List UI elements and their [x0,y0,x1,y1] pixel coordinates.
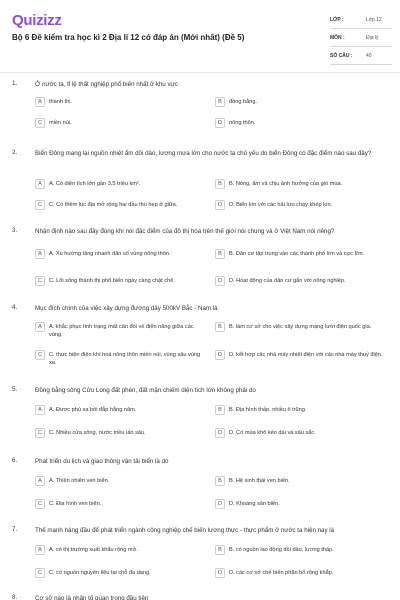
question-text: Đồng bằng sông Cửu Long đất phèn, đất mặn chiếm diện tích lớn không phải do [35,387,256,394]
option-text: A. khắc phục tình trạng mất cân đối về điện năng giữa các vùng. [49,324,194,338]
meta-class-value: Lớp 12 [366,17,382,23]
question-text: Nhận định nào sau đây đúng khi nói đặc điểm của đô thị hóa trên thế giới nói chung và ở Việt Nam nói riêng? [35,228,335,235]
quizizz-logo: Quizizz [12,12,62,29]
question-text: Cơ sở nào là nhân tố quan trọng đầu tiên [35,595,149,600]
option-letter: A [35,322,45,332]
header-divider [0,72,400,73]
option-text: B. làm cơ sở cho việc xây dựng mạng lưới điện quốc gia. [229,324,372,330]
option-text: C. có nguồn nguyên liệu tại chỗ đa dạng. [49,570,151,576]
option-letter: B [215,405,225,415]
question-number: 5. [12,386,18,393]
option-text: thành thị. [49,99,73,105]
option-letter: A [35,97,45,107]
option-letter: D [215,200,225,210]
option-text: C. Nhiều cửa sông, nước triều lấn sâu. [49,430,146,436]
option-text: nông thôn. [229,120,256,126]
option-letter: D [215,118,225,128]
option-text: B. có nguồn lao động dồi dào, lương thấp. [229,547,334,553]
option-letter: D [215,499,225,509]
question-number: 8. [12,594,18,600]
option-text: D. Biển kín với các hải lưu chạy khép kín. [229,202,333,208]
question-text: Phát triển du lịch và giao thông vận tải biển là do [35,458,169,465]
option-letter: B [215,476,225,486]
meta-subject-value: Địa lý [366,35,379,41]
option-text: D. Khoáng sản biển. [229,501,280,507]
meta-class-row [330,14,392,29]
option-letter: A [35,249,45,259]
option-letter: A [35,179,45,189]
question-text: Ở nước ta, tỉ lệ thất nghiệp phổ biến nhất ở khu vực [35,81,178,88]
option-text: đồng bằng. [229,99,257,105]
worksheet-title: Bộ 6 Đề kiểm tra học kì 2 Địa lí 12 có đáp án (Mới nhất) (Đề 5) [12,33,245,42]
meta-class-label: LỚP : [330,17,344,23]
option-text: miền núi. [49,120,72,126]
question-number: 3. [12,227,18,234]
option-letter: B [215,97,225,107]
option-text: C. Địa hình ven biển. [49,501,102,507]
option-letter: D [215,276,225,286]
option-letter: A [35,405,45,415]
option-letter: C [35,568,45,578]
option-text: A. Xu hướng tăng nhanh dân số vùng nông thôn. [49,251,171,257]
option-text: B. Địa hình thấp, nhiều ô trũng. [229,407,307,413]
option-text: C. thực hiện điện khí hoá nông thôn miền núi, vùng sâu vùng xa. [49,352,201,366]
option-letter: D [215,428,225,438]
option-letter: A [35,545,45,555]
meta-count-label: SỐ CÂU : [330,53,353,59]
option-letter: D [215,350,225,360]
meta-subject-row [330,32,392,47]
option-text: D. Có mùa khô kéo dài và sâu sắc. [229,430,316,436]
option-text: C. Lối sống thành thị phổ biến ngày càng chật chẽ. [49,278,175,284]
option-text: B. Nóng, ẩm và chịu ảnh hưởng của gió mùa. [229,181,343,187]
option-text: D. các cơ sở chế biến phân bố rộng khắp. [229,570,334,576]
option-letter: C [35,428,45,438]
option-letter: D [215,568,225,578]
question-number: 6. [12,457,18,464]
option-letter: C [35,200,45,210]
option-text: D. Hoạt động của dân cư gắn với nông nghiệp. [229,278,346,284]
question-number: 1. [12,80,18,87]
option-letter: C [35,276,45,286]
option-text: A. Được phù sa bồi đắp hằng năm. [49,407,137,413]
question-number: 7. [12,526,18,533]
option-letter: C [35,118,45,128]
option-text: C. Có thềm lục địa mở rộng hai đầu thu hẹp ở giữa. [49,202,178,208]
option-text: A. Có diện tích lớn gần 3,5 triệu km². [49,181,141,187]
option-letter: A [35,476,45,486]
question-text: Mục đích chính của việc xây dựng đường dây 500kV Bắc - Nam là [35,305,218,312]
option-letter: B [215,545,225,555]
worksheet-meta [330,14,392,68]
question-number: 4. [12,304,18,311]
page-header [0,0,400,72]
meta-subject-label: MÔN : [330,35,345,41]
option-text: A. Thiên nhiên ven biển. [49,478,110,484]
option-letter: B [215,179,225,189]
option-letter: C [35,499,45,509]
question-text: Biển Đông mang lại nguồn nhiệt ẩm dồi dào, lượng mưa lớn cho nước ta chủ yếu do biển Đông có đặc điểm nào sau đây? [35,150,372,157]
option-letter: C [35,350,45,360]
option-text: A. có thị trường xuất khẩu rộng mở. [49,547,138,553]
option-text: D. kết hợp các nhà máy nhiệt điện với các nhà máy thuỷ điện. [229,352,383,358]
option-letter: B [215,249,225,259]
option-text: B. Hệ sinh thái ven biển. [229,478,290,484]
meta-count-row [330,50,392,65]
meta-count-value: 40 [366,53,372,59]
option-text: B. Dân cư tập trung vào các thành phố lớn và cực lớn. [229,251,365,257]
question-text: Thế mạnh hàng đầu để phát triển ngành công nghiệp chế biến lương thực - thực phẩm ở nước ta hiện nay là [35,527,335,534]
question-number: 2. [12,149,18,156]
option-letter: B [215,322,225,332]
